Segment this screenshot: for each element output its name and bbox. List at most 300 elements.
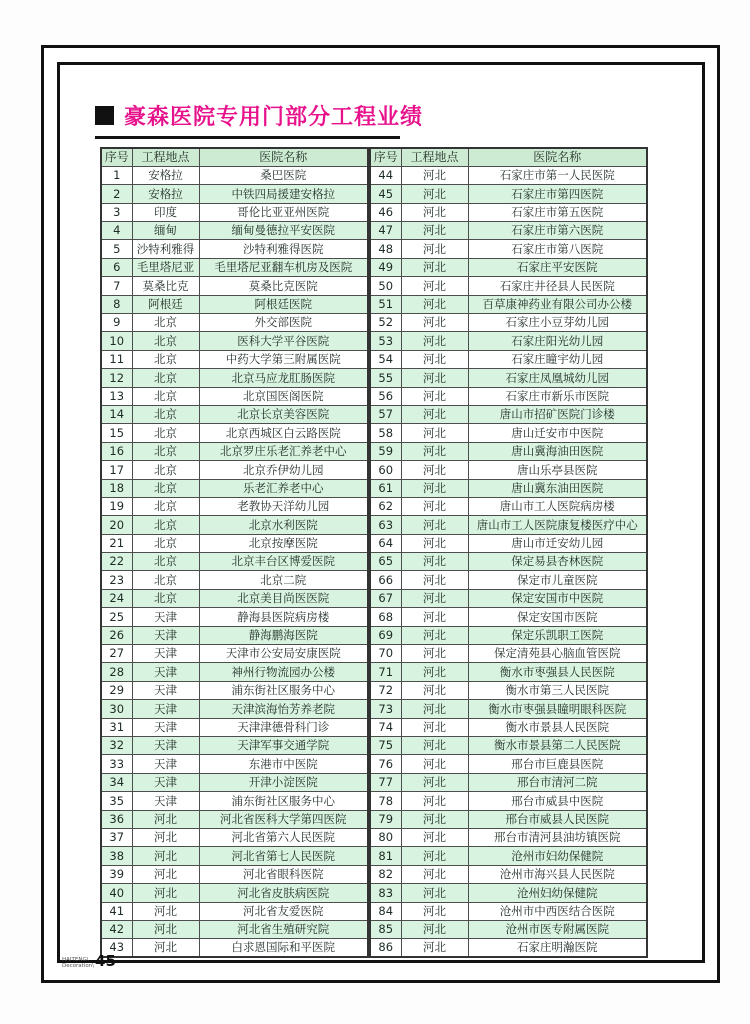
cell-hospital: 天津津德骨科门诊 xyxy=(199,718,368,736)
cell-location: 河北 xyxy=(401,847,468,865)
cell-location: 天津 xyxy=(132,645,199,663)
cell-serial: 22 xyxy=(101,553,132,571)
cell-hospital: 天津滨海怡芳养老院 xyxy=(199,700,368,718)
cell-location: 河北 xyxy=(401,571,468,589)
cell-location: 河北 xyxy=(401,626,468,644)
table-row xyxy=(370,350,647,368)
cell-location: 河北 xyxy=(401,755,468,773)
header-cell-serial: 序号 xyxy=(370,148,401,166)
table-row xyxy=(101,755,368,773)
cell-serial: 51 xyxy=(370,295,401,313)
table-row xyxy=(101,718,368,736)
cell-hospital: 石家庄井径县人民医院 xyxy=(468,277,647,295)
cell-serial: 11 xyxy=(101,350,132,368)
cell-hospital: 邢台市威县人民医院 xyxy=(468,810,647,828)
table-row xyxy=(370,442,647,460)
cell-hospital: 衡水市景县第二人民医院 xyxy=(468,737,647,755)
cell-location: 河北 xyxy=(401,884,468,902)
cell-hospital: 石家庄市新乐市医院 xyxy=(468,387,647,405)
cell-location: 北京 xyxy=(132,332,199,350)
table-row xyxy=(101,681,368,699)
cell-location: 河北 xyxy=(401,387,468,405)
cell-hospital: 北京罗庄乐老汇养老中心 xyxy=(199,442,368,460)
cell-serial: 64 xyxy=(370,534,401,552)
table-row xyxy=(101,920,368,938)
table-row xyxy=(101,608,368,626)
cell-serial: 81 xyxy=(370,847,401,865)
cell-serial: 56 xyxy=(370,387,401,405)
cell-serial: 8 xyxy=(101,295,132,313)
table-row xyxy=(101,645,368,663)
cell-hospital: 北京丰台区博爱医院 xyxy=(199,553,368,571)
cell-location: 北京 xyxy=(132,589,199,607)
cell-location: 莫桑比克 xyxy=(132,277,199,295)
table-row xyxy=(370,203,647,221)
cell-location: 天津 xyxy=(132,626,199,644)
table-row xyxy=(370,810,647,828)
table-row xyxy=(101,295,368,313)
cell-location: 安格拉 xyxy=(132,185,199,203)
table-row xyxy=(101,902,368,920)
table-row xyxy=(370,663,647,681)
table-row xyxy=(101,258,368,276)
cell-location: 河北 xyxy=(401,865,468,883)
table-row xyxy=(101,387,368,405)
cell-hospital: 北京国医阁医院 xyxy=(199,387,368,405)
table-row xyxy=(370,681,647,699)
cell-serial: 18 xyxy=(101,479,132,497)
cell-hospital: 保定清苑县心脑血管医院 xyxy=(468,645,647,663)
table-row xyxy=(370,645,647,663)
cell-hospital: 老教协天洋幼儿园 xyxy=(199,497,368,515)
cell-location: 北京 xyxy=(132,314,199,332)
cell-hospital: 保定易县杏林医院 xyxy=(468,553,647,571)
table-row xyxy=(101,185,368,203)
table-header-row xyxy=(370,148,647,166)
cell-serial: 1 xyxy=(101,166,132,184)
table-row xyxy=(370,534,647,552)
table-row xyxy=(370,258,647,276)
cell-serial: 32 xyxy=(101,737,132,755)
header-cell-hospital: 医院名称 xyxy=(199,148,368,166)
table-row xyxy=(370,737,647,755)
cell-location: 天津 xyxy=(132,773,199,791)
cell-serial: 29 xyxy=(101,681,132,699)
cell-hospital: 唐山市工人医院康复楼医疗中心 xyxy=(468,516,647,534)
header-cell-hospital: 医院名称 xyxy=(468,148,647,166)
cell-location: 北京 xyxy=(132,442,199,460)
brand-line2: Decoration\ xyxy=(62,963,95,970)
cell-serial: 61 xyxy=(370,479,401,497)
cell-serial: 14 xyxy=(101,405,132,423)
table-row xyxy=(101,571,368,589)
cell-hospital: 中药大学第三附属医院 xyxy=(199,350,368,368)
cell-serial: 67 xyxy=(370,589,401,607)
table-row xyxy=(370,828,647,846)
cell-hospital: 天津市公安局安康医院 xyxy=(199,645,368,663)
cell-location: 北京 xyxy=(132,571,199,589)
cell-serial: 58 xyxy=(370,424,401,442)
table-row xyxy=(370,847,647,865)
cell-serial: 47 xyxy=(370,222,401,240)
table-row xyxy=(101,553,368,571)
table-row xyxy=(101,828,368,846)
table-row xyxy=(101,240,368,258)
table-row xyxy=(370,387,647,405)
cell-hospital: 北京马应龙肛肠医院 xyxy=(199,369,368,387)
cell-hospital: 石家庄小豆芽幼儿园 xyxy=(468,314,647,332)
cell-hospital: 沧州市医专附属医院 xyxy=(468,920,647,938)
table-row xyxy=(101,332,368,350)
cell-location: 河北 xyxy=(401,405,468,423)
table-row xyxy=(101,534,368,552)
cell-location: 北京 xyxy=(132,369,199,387)
cell-serial: 66 xyxy=(370,571,401,589)
table-row xyxy=(101,810,368,828)
cell-location: 天津 xyxy=(132,681,199,699)
cell-hospital: 沧州妇幼保健院 xyxy=(468,884,647,902)
cell-location: 天津 xyxy=(132,737,199,755)
page-title: 豪森医院专用门部分工程业绩 xyxy=(124,105,424,130)
cell-location: 缅甸 xyxy=(132,222,199,240)
cell-serial: 16 xyxy=(101,442,132,460)
cell-location: 河北 xyxy=(401,939,468,957)
cell-hospital: 唐山迁安市中医院 xyxy=(468,424,647,442)
table-row xyxy=(370,902,647,920)
cell-serial: 70 xyxy=(370,645,401,663)
cell-serial: 3 xyxy=(101,203,132,221)
cell-hospital: 北京二院 xyxy=(199,571,368,589)
cell-location: 北京 xyxy=(132,553,199,571)
cell-location: 河北 xyxy=(132,810,199,828)
cell-hospital: 石家庄市第四医院 xyxy=(468,185,647,203)
performance-table-right xyxy=(369,147,648,958)
title-bullet-square-icon xyxy=(95,106,114,125)
cell-serial: 37 xyxy=(101,828,132,846)
cell-serial: 48 xyxy=(370,240,401,258)
cell-serial: 63 xyxy=(370,516,401,534)
cell-serial: 44 xyxy=(370,166,401,184)
cell-serial: 23 xyxy=(101,571,132,589)
cell-hospital: 衡水市景县人民医院 xyxy=(468,718,647,736)
cell-location: 河北 xyxy=(401,479,468,497)
table-row xyxy=(370,571,647,589)
table-row xyxy=(101,442,368,460)
cell-hospital: 神州行物流园办公楼 xyxy=(199,663,368,681)
cell-location: 天津 xyxy=(132,755,199,773)
cell-hospital: 桑巴医院 xyxy=(199,166,368,184)
table-row xyxy=(101,589,368,607)
cell-serial: 15 xyxy=(101,424,132,442)
cell-serial: 78 xyxy=(370,792,401,810)
cell-location: 北京 xyxy=(132,516,199,534)
cell-hospital: 静海县医院病房楼 xyxy=(199,608,368,626)
cell-hospital: 邢台市巨鹿县医院 xyxy=(468,755,647,773)
cell-location: 安格拉 xyxy=(132,166,199,184)
cell-hospital: 河北省第六人民医院 xyxy=(199,828,368,846)
cell-location: 河北 xyxy=(401,442,468,460)
table-row xyxy=(101,350,368,368)
cell-location: 毛里塔尼亚 xyxy=(132,258,199,276)
cell-serial: 53 xyxy=(370,332,401,350)
cell-location: 河北 xyxy=(401,773,468,791)
cell-hospital: 河北省眼科医院 xyxy=(199,865,368,883)
cell-hospital: 衡水市枣强县人民医院 xyxy=(468,663,647,681)
table-row xyxy=(101,479,368,497)
table-row xyxy=(370,865,647,883)
cell-location: 天津 xyxy=(132,608,199,626)
cell-hospital: 北京水利医院 xyxy=(199,516,368,534)
table-row xyxy=(101,314,368,332)
cell-serial: 26 xyxy=(101,626,132,644)
table-row xyxy=(370,792,647,810)
cell-location: 印度 xyxy=(132,203,199,221)
cell-serial: 50 xyxy=(370,277,401,295)
cell-hospital: 唐山市迁安幼儿园 xyxy=(468,534,647,552)
cell-location: 河北 xyxy=(401,350,468,368)
cell-hospital: 石家庄市第一人民医院 xyxy=(468,166,647,184)
table-row xyxy=(101,737,368,755)
cell-hospital: 毛里塔尼亚翻车机房及医院 xyxy=(199,258,368,276)
cell-serial: 86 xyxy=(370,939,401,957)
table-row xyxy=(101,884,368,902)
cell-serial: 28 xyxy=(101,663,132,681)
cell-hospital: 中铁四局援建安格拉 xyxy=(199,185,368,203)
cell-serial: 24 xyxy=(101,589,132,607)
table-row xyxy=(370,516,647,534)
cell-hospital: 邢台市清河县油坊镇医院 xyxy=(468,828,647,846)
cell-location: 河北 xyxy=(401,902,468,920)
cell-hospital: 百草康神药业有限公司办公楼 xyxy=(468,295,647,313)
cell-location: 河北 xyxy=(401,424,468,442)
cell-serial: 83 xyxy=(370,884,401,902)
cell-location: 河北 xyxy=(401,553,468,571)
page-footer xyxy=(62,952,116,970)
cell-location: 河北 xyxy=(401,534,468,552)
cell-hospital: 石家庄市第五医院 xyxy=(468,203,647,221)
cell-location: 阿根廷 xyxy=(132,295,199,313)
cell-serial: 19 xyxy=(101,497,132,515)
table-row xyxy=(101,663,368,681)
cell-hospital: 唐山市招矿医院门诊楼 xyxy=(468,405,647,423)
cell-location: 北京 xyxy=(132,424,199,442)
cell-serial: 31 xyxy=(101,718,132,736)
header-cell-serial: 序号 xyxy=(101,148,132,166)
cell-serial: 55 xyxy=(370,369,401,387)
table-header-row xyxy=(101,148,368,166)
cell-serial: 33 xyxy=(101,755,132,773)
table-row xyxy=(370,773,647,791)
cell-hospital: 医科大学平谷医院 xyxy=(199,332,368,350)
cell-location: 河北 xyxy=(132,920,199,938)
cell-serial: 20 xyxy=(101,516,132,534)
cell-serial: 62 xyxy=(370,497,401,515)
table-row xyxy=(370,479,647,497)
table-row xyxy=(370,626,647,644)
cell-serial: 80 xyxy=(370,828,401,846)
cell-serial: 60 xyxy=(370,461,401,479)
cell-hospital: 静海鹏海医院 xyxy=(199,626,368,644)
cell-serial: 30 xyxy=(101,700,132,718)
cell-hospital: 开津小淀医院 xyxy=(199,773,368,791)
table-row xyxy=(101,865,368,883)
table-row xyxy=(370,939,647,957)
cell-location: 河北 xyxy=(401,258,468,276)
cell-serial: 40 xyxy=(101,884,132,902)
cell-hospital: 北京西城区白云路医院 xyxy=(199,424,368,442)
cell-location: 河北 xyxy=(132,828,199,846)
cell-location: 河北 xyxy=(132,902,199,920)
cell-serial: 10 xyxy=(101,332,132,350)
cell-hospital: 北京美目尚医医院 xyxy=(199,589,368,607)
cell-serial: 69 xyxy=(370,626,401,644)
performance-table-left xyxy=(100,147,369,958)
table-row xyxy=(101,424,368,442)
table-row xyxy=(101,516,368,534)
cell-location: 天津 xyxy=(132,700,199,718)
title-block xyxy=(95,100,424,139)
cell-hospital: 河北省皮肤病医院 xyxy=(199,884,368,902)
table-row xyxy=(101,847,368,865)
cell-serial: 13 xyxy=(101,387,132,405)
cell-serial: 35 xyxy=(101,792,132,810)
cell-serial: 52 xyxy=(370,314,401,332)
cell-serial: 7 xyxy=(101,277,132,295)
cell-serial: 73 xyxy=(370,700,401,718)
cell-hospital: 唐山冀海油田医院 xyxy=(468,442,647,460)
cell-serial: 25 xyxy=(101,608,132,626)
cell-serial: 42 xyxy=(101,920,132,938)
table-row xyxy=(370,295,647,313)
table-row xyxy=(101,626,368,644)
cell-hospital: 天津军事交通学院 xyxy=(199,737,368,755)
cell-location: 河北 xyxy=(401,681,468,699)
cell-hospital: 石家庄瞳宇幼儿园 xyxy=(468,350,647,368)
cell-serial: 39 xyxy=(101,865,132,883)
cell-location: 河北 xyxy=(401,810,468,828)
cell-location: 河北 xyxy=(401,166,468,184)
cell-hospital: 沧州市妇幼保健院 xyxy=(468,847,647,865)
cell-serial: 21 xyxy=(101,534,132,552)
table-row xyxy=(370,589,647,607)
cell-hospital: 浦东街社区服务中心 xyxy=(199,681,368,699)
cell-serial: 79 xyxy=(370,810,401,828)
table-row xyxy=(101,369,368,387)
cell-hospital: 沧州市海兴县人民医院 xyxy=(468,865,647,883)
cell-hospital: 北京按摩医院 xyxy=(199,534,368,552)
cell-hospital: 莫桑比克医院 xyxy=(199,277,368,295)
cell-serial: 6 xyxy=(101,258,132,276)
cell-hospital: 北京乔伊幼儿园 xyxy=(199,461,368,479)
cell-location: 沙特利雅得 xyxy=(132,240,199,258)
cell-hospital: 唐山冀东油田医院 xyxy=(468,479,647,497)
table-row xyxy=(370,884,647,902)
cell-hospital: 沧州市中西医结合医院 xyxy=(468,902,647,920)
cell-location: 河北 xyxy=(401,277,468,295)
table-row xyxy=(101,773,368,791)
cell-serial: 82 xyxy=(370,865,401,883)
table-row xyxy=(370,240,647,258)
cell-serial: 38 xyxy=(101,847,132,865)
cell-serial: 72 xyxy=(370,681,401,699)
cell-location: 河北 xyxy=(401,332,468,350)
cell-location: 河北 xyxy=(132,847,199,865)
table-row xyxy=(370,222,647,240)
cell-location: 河北 xyxy=(401,737,468,755)
cell-location: 河北 xyxy=(401,589,468,607)
table-row xyxy=(101,792,368,810)
cell-hospital: 浦东街社区服务中心 xyxy=(199,792,368,810)
cell-serial: 49 xyxy=(370,258,401,276)
cell-hospital: 河北省第七人民医院 xyxy=(199,847,368,865)
cell-location: 河北 xyxy=(401,608,468,626)
cell-serial: 74 xyxy=(370,718,401,736)
table-row xyxy=(370,185,647,203)
cell-location: 河北 xyxy=(401,718,468,736)
table-row xyxy=(101,405,368,423)
cell-hospital: 河北省生殖研究院 xyxy=(199,920,368,938)
cell-serial: 46 xyxy=(370,203,401,221)
cell-serial: 9 xyxy=(101,314,132,332)
brand-logo xyxy=(62,957,94,970)
cell-serial: 27 xyxy=(101,645,132,663)
cell-location: 河北 xyxy=(401,700,468,718)
cell-location: 北京 xyxy=(132,497,199,515)
cell-serial: 57 xyxy=(370,405,401,423)
table-row xyxy=(370,405,647,423)
cell-location: 河北 xyxy=(401,792,468,810)
cell-hospital: 沙特利雅得医院 xyxy=(199,240,368,258)
cell-location: 河北 xyxy=(401,516,468,534)
cell-hospital: 石家庄阳光幼儿园 xyxy=(468,332,647,350)
table-row xyxy=(101,222,368,240)
cell-location: 河北 xyxy=(401,920,468,938)
cell-hospital: 保定乐凯职工医院 xyxy=(468,626,647,644)
table-row xyxy=(370,461,647,479)
table-row xyxy=(101,166,368,184)
table-row xyxy=(370,497,647,515)
cell-location: 北京 xyxy=(132,387,199,405)
cell-serial: 36 xyxy=(101,810,132,828)
cell-location: 天津 xyxy=(132,663,199,681)
cell-location: 河北 xyxy=(401,203,468,221)
table-row xyxy=(101,203,368,221)
cell-serial: 12 xyxy=(101,369,132,387)
cell-hospital: 保定市儿童医院 xyxy=(468,571,647,589)
table-row xyxy=(370,424,647,442)
cell-location: 河北 xyxy=(401,240,468,258)
cell-location: 河北 xyxy=(401,645,468,663)
cell-serial: 54 xyxy=(370,350,401,368)
table-row xyxy=(370,755,647,773)
cell-location: 北京 xyxy=(132,461,199,479)
table-row xyxy=(101,277,368,295)
table-row xyxy=(370,553,647,571)
title-underline xyxy=(95,136,400,139)
cell-location: 河北 xyxy=(401,222,468,240)
cell-location: 河北 xyxy=(401,295,468,313)
cell-hospital: 衡水市枣强县瞳明眼科医院 xyxy=(468,700,647,718)
cell-hospital: 衡水市第三人民医院 xyxy=(468,681,647,699)
cell-serial: 2 xyxy=(101,185,132,203)
cell-location: 河北 xyxy=(132,939,199,957)
cell-serial: 85 xyxy=(370,920,401,938)
cell-location: 河北 xyxy=(401,369,468,387)
cell-location: 河北 xyxy=(401,828,468,846)
cell-location: 河北 xyxy=(401,663,468,681)
cell-serial: 45 xyxy=(370,185,401,203)
table-row xyxy=(101,461,368,479)
